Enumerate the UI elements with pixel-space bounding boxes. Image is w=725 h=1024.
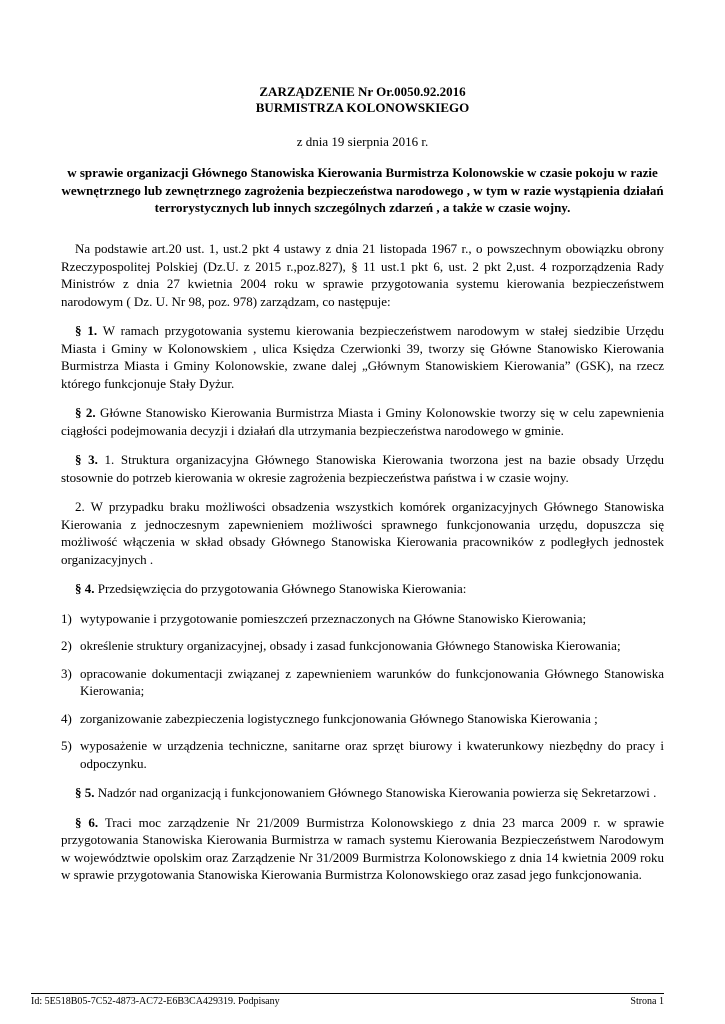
section-4-text: Przedsięwzięcia do przygotowania Głównego Stanowiska Kierowania: (94, 581, 467, 596)
page-number: Strona 1 (630, 996, 664, 1007)
list-item-number: 1) (61, 610, 72, 626)
section-4 (61, 580, 664, 598)
list-item (61, 710, 664, 728)
title-line-2: BURMISTRZA KOLONOWSKIEGO (255, 100, 470, 115)
list-item-text: wyposażenie w urządzenia techniczne, sanitarne oraz sprzęt biurowy i kwaterunkowy niezbędny do pracy i odpoczynku. (80, 738, 664, 771)
list-item (61, 637, 664, 655)
section-2 (61, 404, 664, 439)
list-item-number: 2) (61, 638, 72, 653)
list-item-number: 4) (61, 710, 72, 726)
preamble: Na podstawie art.20 ust. 1, ust.2 pkt 4 ustawy z dnia 21 listopada 1967 r., o powszechnym obowiązku obrony Rzeczypospolitej Polskiej (Dz.U. z 2015 r.,poz.827), § 11 ust.1 pkt 6, ust. 2 pkt 2,ust. 4 rozporządzenia Rady Ministrów z dnia 27 kwietnia 2004 roku w sprawie przygotowania systemu kierowania bezpieczeństwem narodowym ( Dz. U. Nr 98, poz. 978) zarządzam, co następuje: (61, 241, 664, 309)
section-3 (61, 451, 664, 486)
section-3-paragraph-2: 2. W przypadku braku możliwości obsadzenia wszystkich komórek organizacyjnych Głównego Stanowiska Kierowania z jednoczesnym zapewnieniem możliwości sprawnego funkcjonowania urzędu, dopuszcza się możliwość włączenia w skład obsady Głównego Stanowiska Kierowania pracowników z podległych jednostek organizacyjnych . (61, 499, 664, 567)
section-3-label: § 3. (75, 452, 98, 467)
footer-divider (31, 993, 664, 994)
list-item-text: zorganizowanie zabezpieczenia logistycznego funkcjonowania Głównego Stanowiska Kierowania ; (80, 710, 598, 726)
section-5-label: § 5. (75, 785, 95, 800)
section-4-label: § 4. (75, 581, 95, 596)
section-3-text: 1. Struktura organizacyjna Głównego Stanowiska Kierowania tworzona jest na bazie obsady Urzędu stosownie do potrzeb kierowania w okresie zagrożenia bezpieczeństwa państwa i w czasie wojny. (61, 452, 664, 485)
section-5-text: Nadzór nad organizacją i funkcjonowaniem Głównego Stanowiska Kierowania powierza się Sekretarzowi . (94, 785, 657, 800)
section-4-list (61, 610, 664, 773)
list-item-text: opracowanie dokumentacji związanej z zapewnieniem warunków do funkcjonowania Głównego Stanowiska Kierowania; (80, 665, 664, 698)
section-6-label: § 6. (75, 814, 99, 830)
document-title (60, 84, 665, 116)
document-subject: w sprawie organizacji Głównego Stanowiska Kierowania Burmistrza Kolonowskie w czasie pokoju w razie wewnętrznego lub zewnętrznego zagrożenia bezpieczeństwa narodowego , w tym w razie wystąpienia działań terrorystycznych lub innych szczególnych zdarzeń , a także w czasie wojny. (61, 165, 664, 215)
list-item-number: 5) (61, 738, 72, 753)
list-item-text: określenie struktury organizacyjnej, obsady i zasad funkcjonowania Głównego Stanowiska Kierowania; (80, 638, 621, 653)
section-1-text: W ramach przygotowania systemu kierowania bezpieczeństwem narodowym w stałej siedzibie Urzędu Miasta i Gminy w Kolonowskiem , ulica Księdza Czerwionki 39, tworzy się Główne Stanowisko Kierowania Burmistrza Miasta i Gminy Kolonowskie, zwane dalej „Głównym Stanowiskiem Kierowania” (GSK), na rzecz którego funkcjonuje Stały Dyżur. (61, 323, 664, 391)
section-5 (61, 784, 664, 802)
section-1 (61, 322, 664, 392)
list-item (61, 665, 664, 700)
list-item (61, 737, 664, 772)
section-2-text: Główne Stanowisko Kierowania Burmistrza Miasta i Gminy Kolonowskie tworzy się w celu zapewnienia ciągłości podejmowania decyzji i działań dla utrzymania bezpieczeństwa narodowego w gminie. (61, 405, 665, 438)
section-1-label: § 1. (75, 323, 98, 338)
list-item-text: wytypowanie i przygotowanie pomieszczeń przeznaczonych na Główne Stanowisko Kierowania; (80, 610, 587, 626)
list-item-number: 3) (61, 665, 72, 681)
title-line-1: ZARZĄDZENIE Nr Or.0050.92.2016 (259, 84, 466, 99)
list-item (61, 610, 664, 628)
document-date: z dnia 19 sierpnia 2016 r. (296, 134, 429, 149)
section-6-text: Traci moc zarządzenie Nr 21/2009 Burmistrza Kolonowskiego z dnia 23 marca 2009 r. w sprawie przygotowania Stanowiska Kierowania Burmistrza w ramach systemu Kierowania Bezpieczeństwem Narodowym w województwie opolskim oraz Zarządzenie Nr 31/2009 Burmistrza Kolonowskiego z dnia 14 kwietnia 2009 roku w sprawie przygotowania Stanowiska Kierowania Burmistrza Kolonowskiego oraz zasad jego funkcjonowania. (61, 814, 665, 882)
section-2-label: § 2. (75, 405, 96, 420)
document-body (61, 240, 664, 896)
section-6 (61, 814, 664, 884)
document-id: Id: 5E518B05-7C52-4873-AC72-E6B3CA429319. Podpisany (31, 996, 280, 1007)
